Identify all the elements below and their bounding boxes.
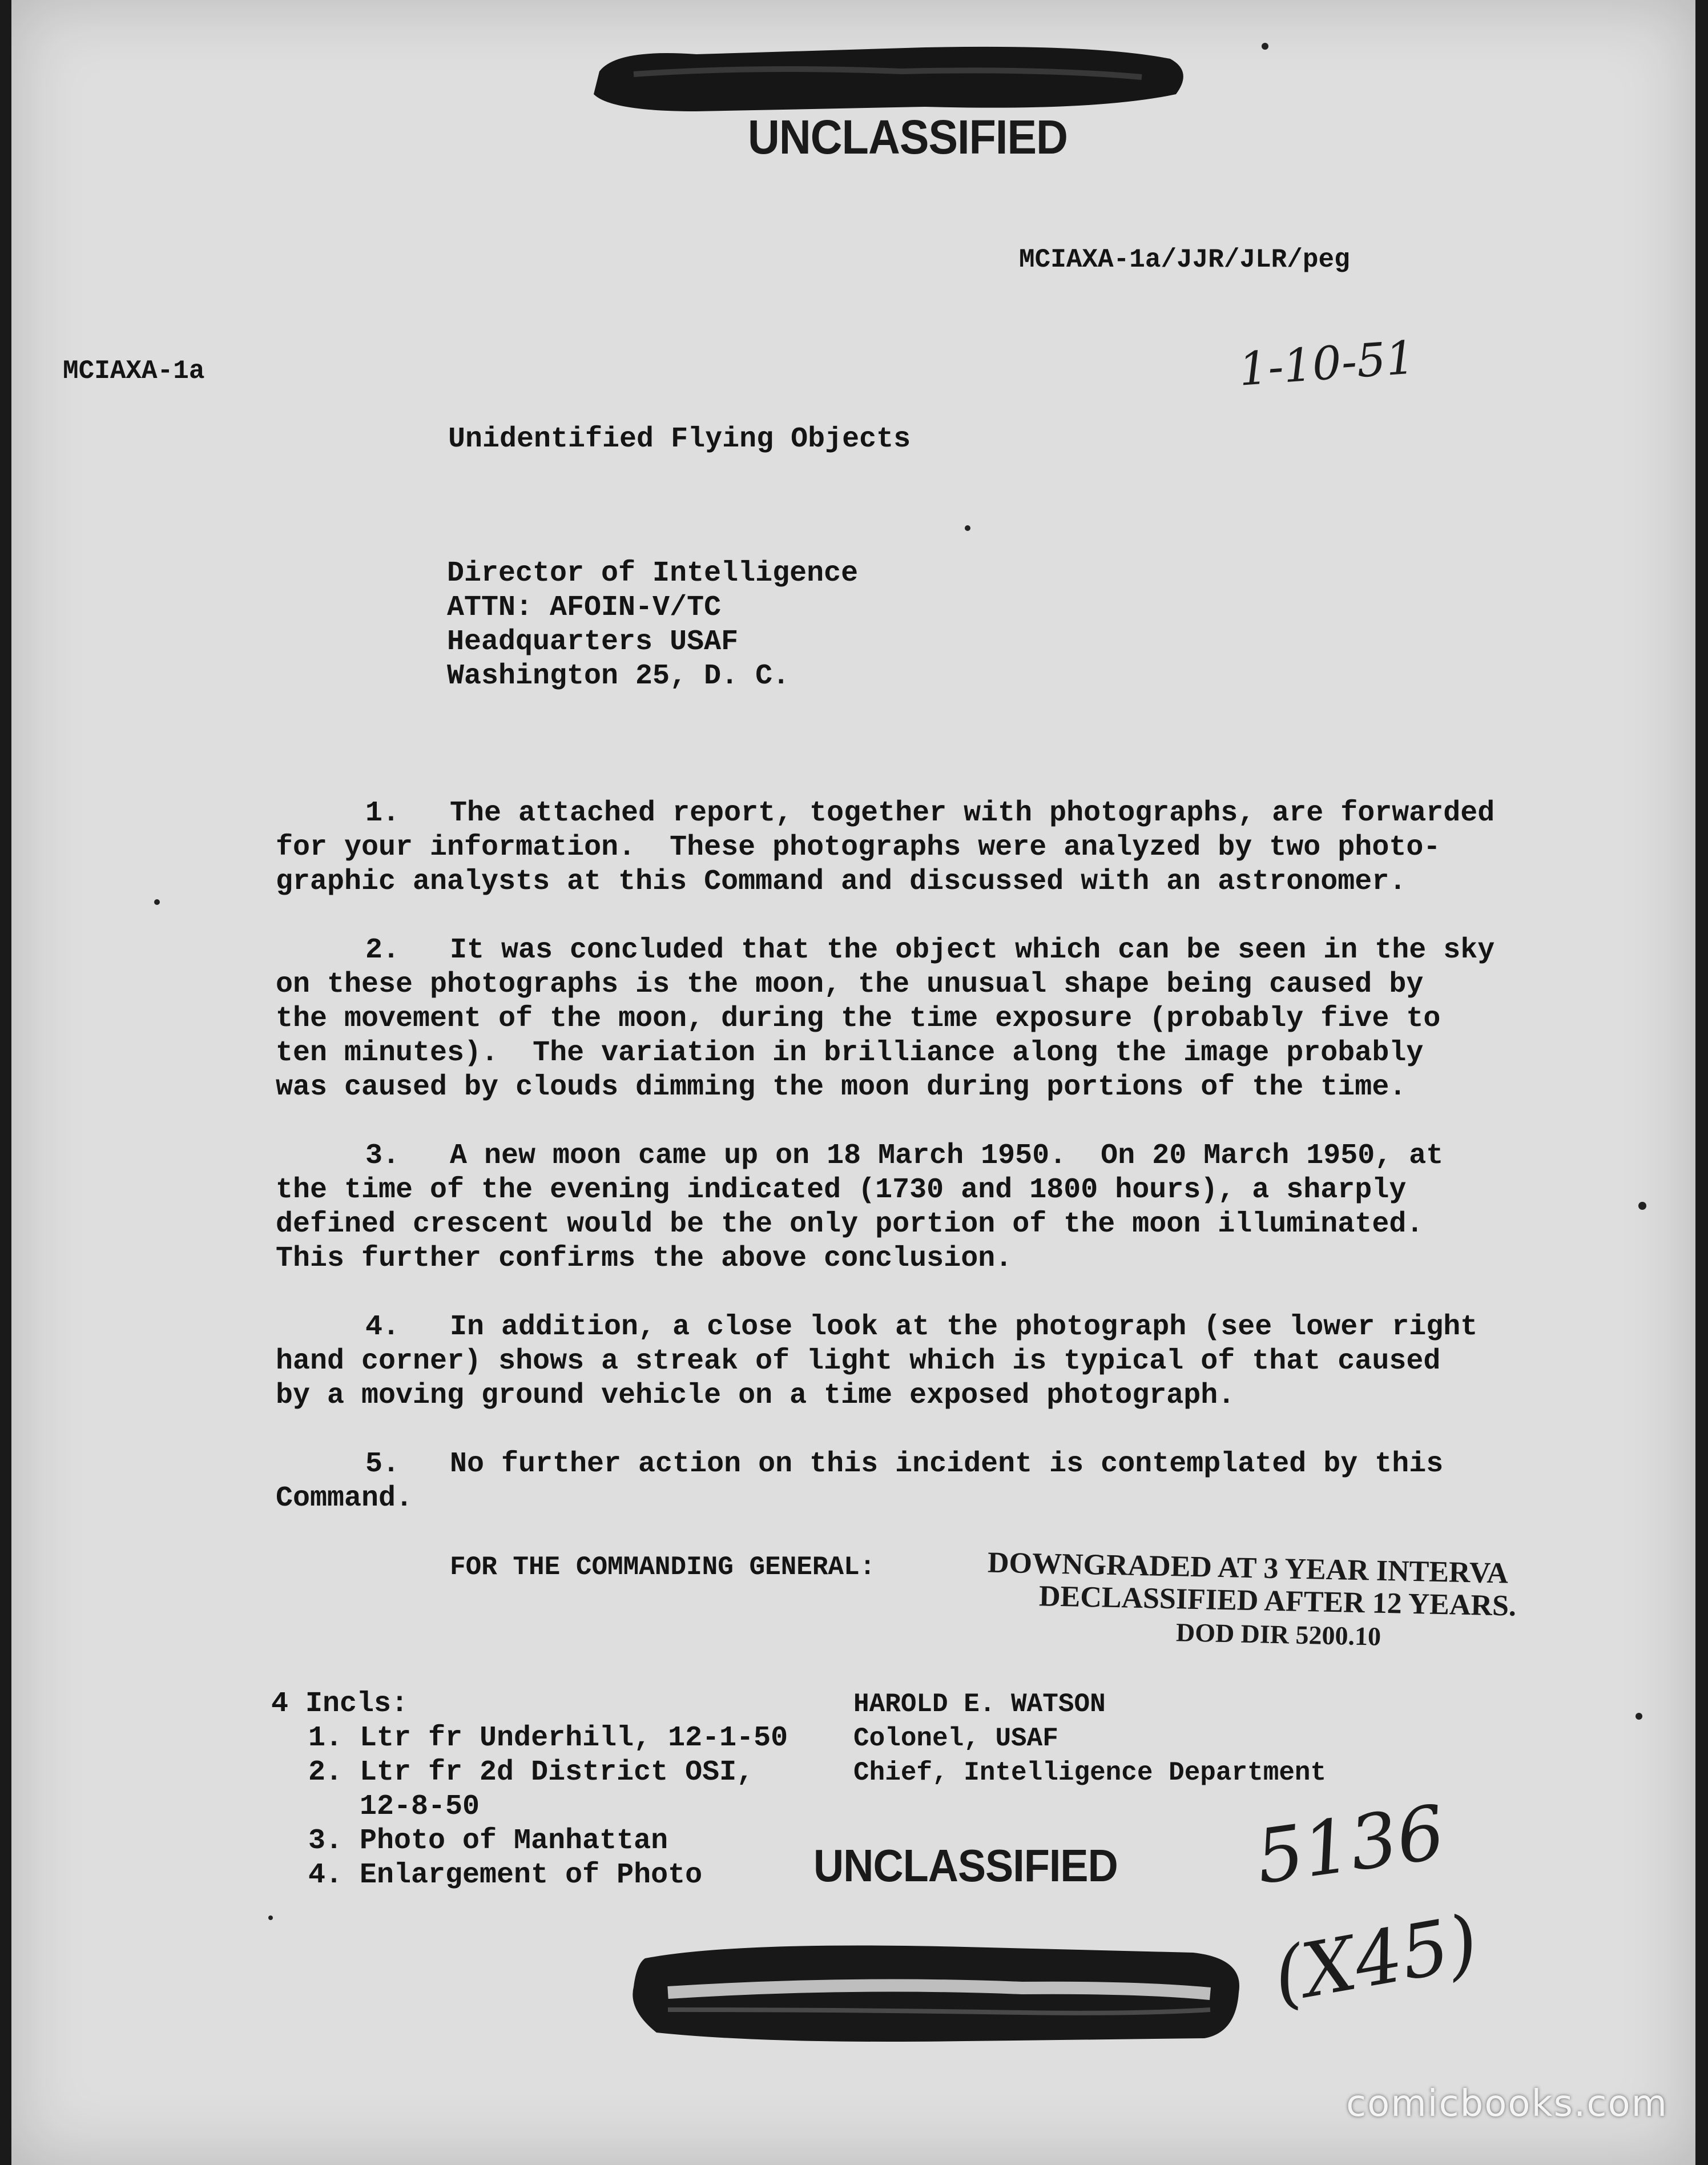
paragraph-line: ten minutes). The variation in brilliance along the image probably [276,1037,1424,1069]
file-reference-left: MCIAXA-1a [63,356,205,386]
scan-speck [965,525,970,531]
addressee-line: Washington 25, D. C. [447,660,790,693]
paragraph-number: 5. [365,1448,400,1480]
inclosure-item: 1. Ltr fr Underhill, 12-1-50 [308,1722,788,1754]
handwritten-note-line: (X45) [1267,1898,1484,2020]
paragraph-line: defined crescent would be the only portion of the moon illuminated. [276,1208,1424,1241]
file-reference-right: MCIAXA-1a/JJR/JLR/peg [1019,245,1350,275]
classification-bottom: UNCLASSIFIED [813,1840,1118,1891]
addressee-line: Director of Intelligence [447,557,859,590]
paragraph-line: It was concluded that the object which can be seen in the sky [450,934,1495,967]
paragraph-number: 3. [365,1140,400,1172]
downgrade-line: DOWNGRADED AT 3 YEAR INTERVA [987,1546,1509,1590]
scan-speck [1262,43,1268,50]
paragraph-line: was caused by clouds dimming the moon during portions of the time. [276,1071,1407,1104]
addressee-line: ATTN: AFOIN-V/TC [447,591,722,624]
paragraph-line: The attached report, together with photographs, are forwarded [450,797,1495,830]
paragraph-line: for your information. These photographs were analyzed by two photo- [276,831,1441,864]
downgrade-line: DOD DIR 5200.10 [1175,1617,1381,1651]
signer-rank: Colonel, USAF [853,1724,1058,1753]
signer-title: Chief, Intelligence Department [853,1758,1327,1788]
inclosure-item: 4. Enlargement of Photo [308,1859,703,1892]
signer-name: HAROLD E. WATSON [853,1689,1106,1719]
inclosure-item: 3. Photo of Manhattan [308,1825,668,1857]
paragraph-line: the time of the evening indicated (1730 and 1800 hours), a sharply [276,1174,1407,1206]
scan-speck [1636,1713,1642,1720]
paragraph-line: No further action on this incident is contemplated by this [450,1448,1444,1480]
paragraph-number: 4. [365,1311,400,1343]
paragraph-line: hand corner) shows a streak of light which is typical of that caused [276,1345,1441,1378]
closing-line: FOR THE COMMANDING GENERAL: [450,1552,876,1582]
paragraph-line: on these photographs is the moon, the unusual shape being caused by [276,968,1424,1001]
handwritten-date: 1-10-51 [1237,331,1417,396]
document-page [11,0,1695,2165]
inclosure-item: 2. Ltr fr 2d District OSI, [308,1756,754,1789]
paragraph-line: A new moon came up on 18 March 1950. On 20 March 1950, at [450,1140,1444,1172]
watermark: comicbooks.com [1346,2083,1668,2125]
bottom-redaction-mark [622,1924,1262,2061]
addressee-line: Headquarters USAF [447,626,739,658]
paragraph-line: In addition, a close look at the photograph (see lower right [450,1311,1478,1343]
paragraph-line: This further confirms the above conclusion. [276,1242,1013,1275]
downgrade-line: DECLASSIFIED AFTER 12 YEARS. [1038,1580,1517,1623]
paragraph-line: graphic analysts at this Command and discussed with an astronomer. [276,866,1407,898]
scan-speck [1638,1202,1646,1210]
handwritten-note-line: 5136 [1251,1788,1450,1901]
paragraph-line: the movement of the moon, during the time exposure (probably five to [276,1003,1441,1035]
paragraph-number: 1. [365,797,400,830]
subject-line: Unidentified Flying Objects [448,423,911,456]
paragraph-number: 2. [365,934,400,967]
classification-top: UNCLASSIFIED [748,110,1068,164]
paragraph-line: Command. [276,1482,413,1515]
inclosure-item: 12-8-50 [308,1790,480,1823]
scan-speck [154,899,160,905]
paragraph-line: by a moving ground vehicle on a time exposed photograph. [276,1379,1235,1412]
inclosures-heading: 4 Incls: [271,1688,409,1720]
scan-speck [268,1915,273,1920]
